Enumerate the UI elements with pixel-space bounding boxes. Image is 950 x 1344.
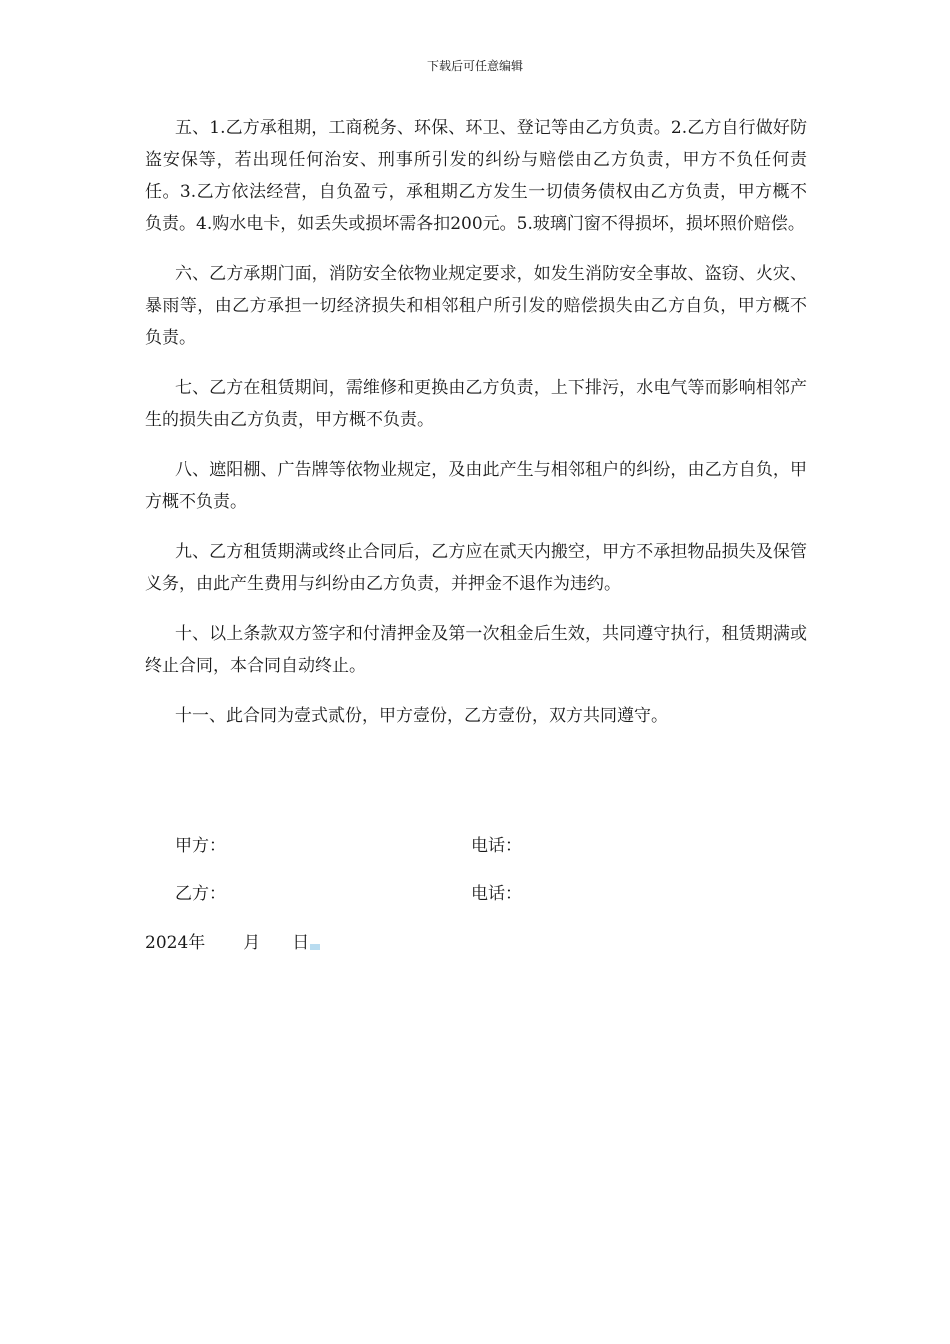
- clause-11: 十一、此合同为壹式贰份，甲方壹份，乙方壹份，双方共同遵守。: [175, 706, 668, 726]
- contract-body: [145, 112, 807, 750]
- party-b-signature-row: [175, 879, 815, 909]
- date-month: 月: [243, 933, 261, 953]
- clause-9: 九、乙方租赁期满或终止合同后，乙方应在贰天内搬空，甲方不承担物品损失及保管义务，由此产生费用与纠纷由乙方负责，并押金不退作为违约。: [145, 542, 807, 594]
- clause-7: 七、乙方在租赁期间，需维修和更换由乙方负责，上下排污，水电气等而影响相邻产生的损失由乙方负责，甲方概不负责。: [145, 378, 807, 430]
- clause-6: 六、乙方承期门面，消防安全依物业规定要求，如发生消防安全事故、盗窃、火灾、暴雨等，由乙方承担一切经济损失和相邻租户所引发的赔偿损失由乙方自负，甲方概不负责。: [145, 264, 807, 348]
- text-cursor-marker: [310, 944, 320, 950]
- date-day: 日: [292, 933, 310, 953]
- party-b-label: 乙方：: [175, 884, 226, 904]
- clause-5: 五、1.乙方承租期，工商税务、环保、环卫、登记等由乙方负责。2.乙方自行做好防盗安保等，若出现任何治安、刑事所引发的纠纷与赔偿由乙方负责，甲方不负任何责任。3.乙方依法经营，自负盈亏，承租期乙方发生一切债务债权由乙方负责，甲方概不负责。4.购水电卡，如丢失或损坏需各扣200元。5.玻璃门窗不得损坏，损坏照价赔偿。: [145, 118, 807, 234]
- party-b-phone-label: 电话：: [471, 884, 522, 904]
- clause-10: 十、以上条款双方签字和付清押金及第一次租金后生效，共同遵守执行，租赁期满或终止合同，本合同自动终止。: [145, 624, 807, 676]
- signing-date: [145, 928, 320, 958]
- party-a-signature-row: [175, 831, 815, 861]
- date-year: 2024年: [145, 933, 206, 953]
- party-a-phone-label: 电话：: [471, 836, 522, 856]
- party-a-label: 甲方：: [175, 836, 226, 856]
- header-note: 下载后可任意编辑: [426, 59, 523, 73]
- clause-8: 八、遮阳棚、广告牌等依物业规定，及由此产生与相邻租户的纠纷，由乙方自负，甲方概不负责。: [145, 460, 807, 512]
